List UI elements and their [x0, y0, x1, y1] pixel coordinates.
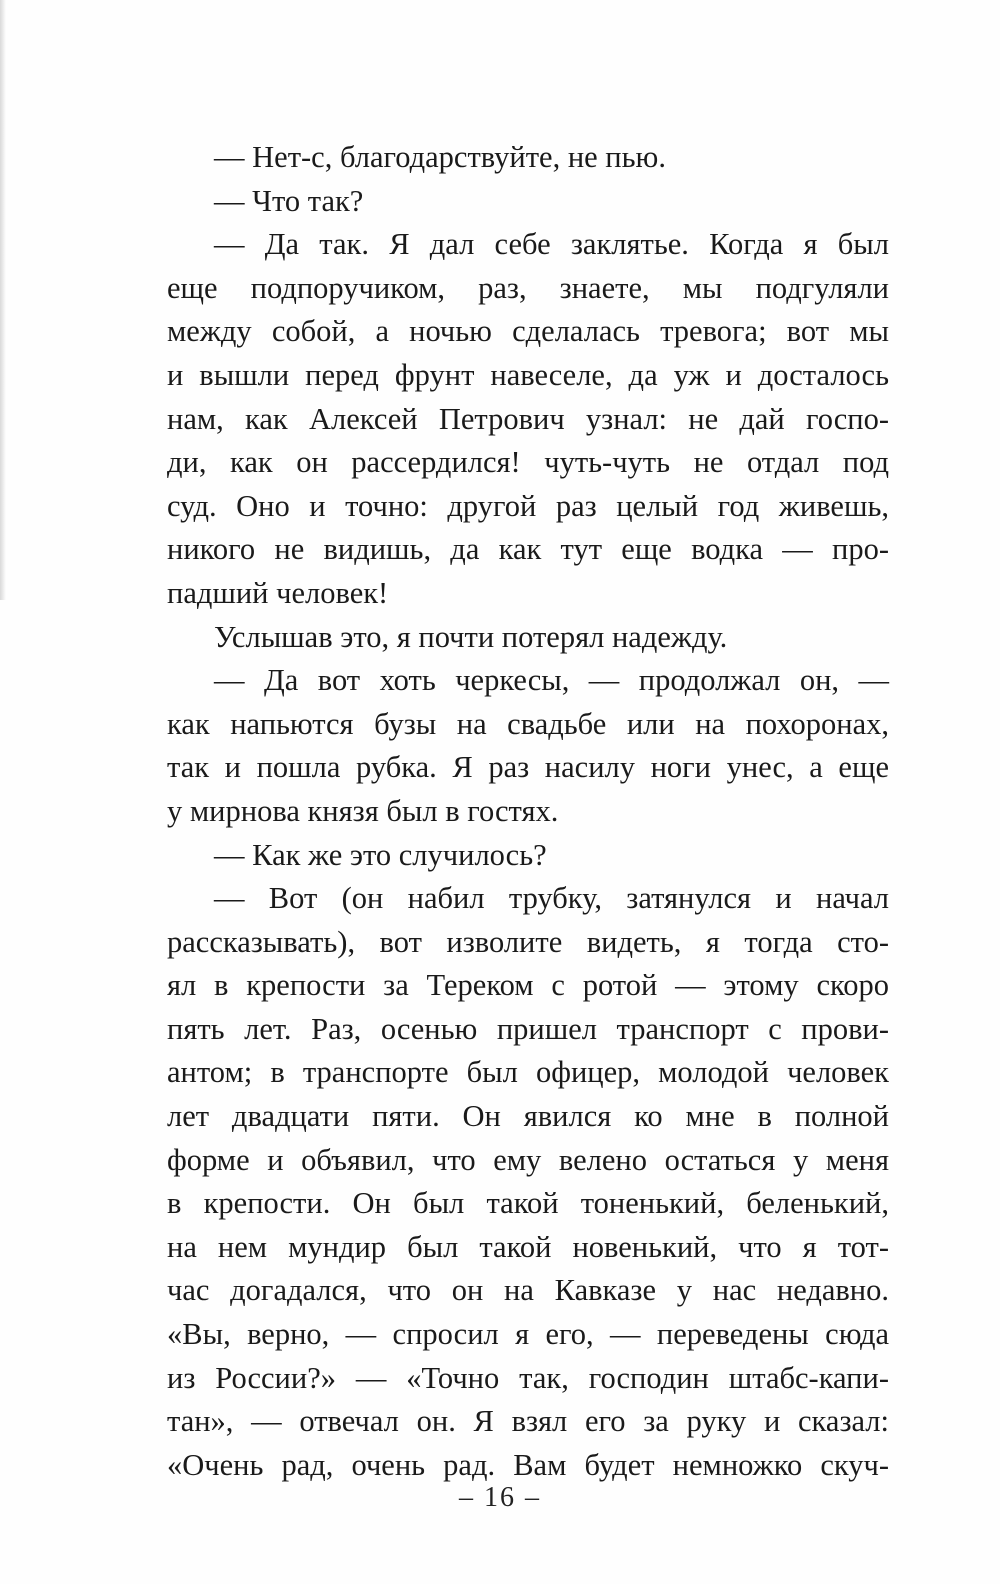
text-line: из России?» — «Точно так, господин штабс-капи- [167, 1360, 889, 1395]
text-line: ял в крепости за Тереком с ротой — этому скоро [167, 968, 889, 1003]
text-line: пять лет. Раз, осенью пришел транспорт с прови- [167, 1011, 889, 1046]
body-text [167, 136, 889, 1487]
text-line: — Что так? [214, 183, 364, 218]
text-line: у мирнова князя был в гостях. [167, 793, 559, 828]
text-line: нам, как Алексей Петрович узнал: не дай госпо- [167, 401, 889, 436]
text-line: никого не видишь, да как тут еще водка — про- [167, 532, 889, 567]
text-line: «Очень рад, очень рад. Вам будет немножко скуч- [167, 1447, 889, 1482]
text-line: в крепости. Он был такой тоненький, беленький, [167, 1186, 889, 1221]
text-line: суд. Оно и точно: другой раз целый год живешь, [167, 488, 889, 523]
text-line: час догадался, что он на Кавказе у нас недавно. [167, 1273, 889, 1308]
text-line: — Да так. Я дал себе заклятье. Когда я был [214, 227, 889, 262]
text-line: и вышли перед фрунт навеселе, да уж и досталось [167, 357, 889, 392]
text-line: «Вы, верно, — спросил я его, — переведены сюда [167, 1317, 889, 1352]
page-number: – 16 – [459, 1482, 541, 1513]
text-line: ди, как он рассердился! чуть-чуть не отдал под [167, 445, 889, 480]
text-line: — Вот (он набил трубку, затянулся и начал [214, 881, 889, 916]
text-line: форме и объявил, что ему велено остаться у меня [167, 1142, 889, 1177]
text-line: еще подпоручиком, раз, знаете, мы подгуляли [167, 270, 889, 305]
text-line: как напьются бузы на свадьбе или на похоронах, [167, 706, 889, 741]
text-line: антом; в транспорте был офицер, молодой человек [167, 1055, 889, 1090]
text-line: рассказывать), вот изволите видеть, я тогда сто- [167, 924, 889, 959]
text-line: падший человек! [167, 575, 389, 610]
text-line: — Нет-с, благодарствуйте, не пью. [214, 140, 666, 174]
text-line: — Да вот хоть черкесы, — продолжал он, — [214, 663, 889, 698]
text-line: Услышав это, я почти потерял надежду. [214, 619, 728, 654]
text-line: — Как же это случилось? [214, 837, 547, 872]
text-line: между собой, а ночью сделалась тревога; вот мы [167, 314, 889, 349]
page-edge-shadow [0, 0, 6, 600]
text-line: на нем мундир был такой новенький, что я тот- [167, 1229, 889, 1264]
text-line: тан», — отвечал он. Я взял его за руку и сказал: [167, 1404, 889, 1439]
text-line: лет двадцати пяти. Он явился ко мне в полной [167, 1099, 889, 1134]
text-line: так и пошла рубка. Я раз насилу ноги унес, а еще [167, 750, 889, 785]
